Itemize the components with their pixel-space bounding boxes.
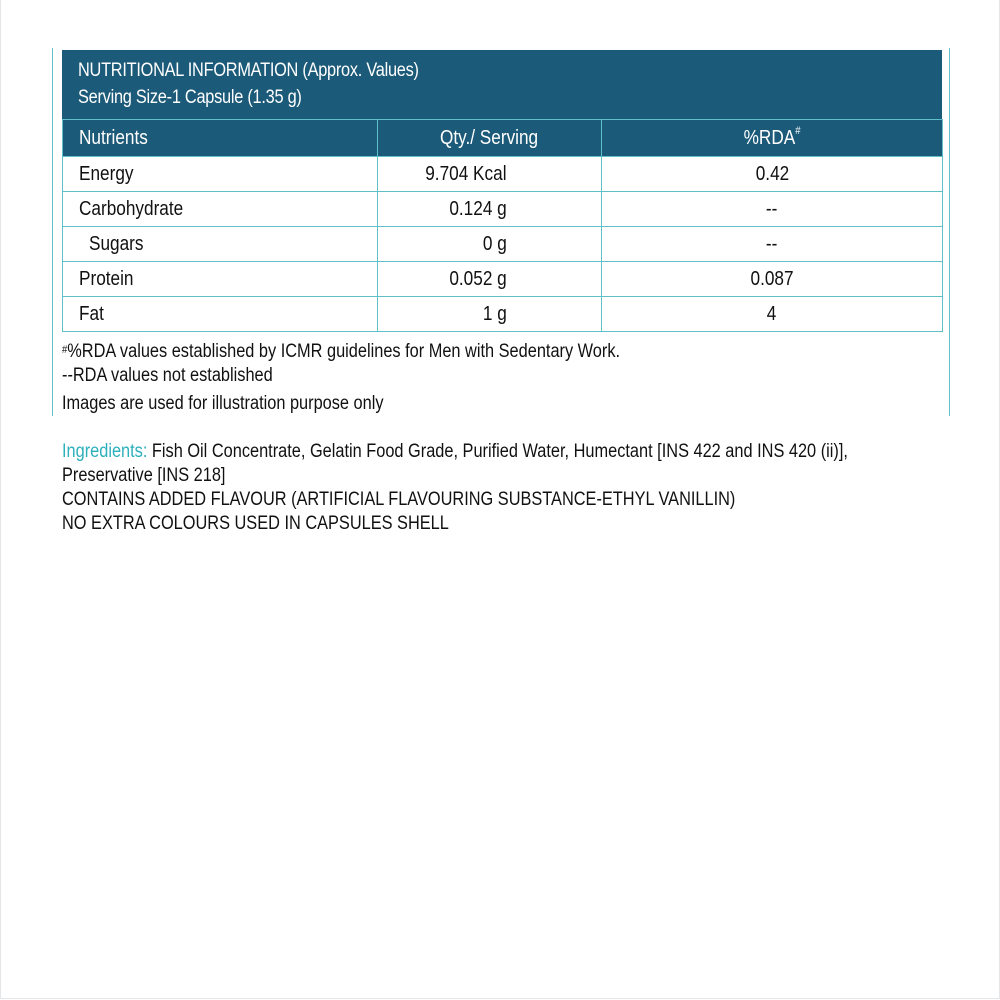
nutrient-qty: 0 g: [378, 227, 602, 262]
nutrient-rda: 4: [602, 297, 943, 332]
nutrient-name: Carbohydrate: [63, 192, 378, 227]
table-header-row: [63, 120, 943, 157]
table-row: [63, 192, 943, 227]
nutrition-title: NUTRITIONAL INFORMATION (Approx. Values): [78, 60, 419, 81]
nutrient-qty: 0.052 g: [378, 262, 602, 297]
nutrient-rda: 0.087: [602, 262, 943, 297]
column-header-qty: Qty./ Serving: [378, 120, 602, 157]
serving-size: Serving Size-1 Capsule (1.35 g): [78, 87, 302, 108]
colours-statement: NO EXTRA COLOURS USED IN CAPSULES SHELL: [62, 513, 449, 534]
rda-footnote-marker: #: [795, 124, 801, 137]
nutrient-rda: --: [602, 227, 943, 262]
nutrient-name: Sugars: [63, 227, 378, 262]
column-header-rda: %RDA#: [602, 120, 943, 157]
ingredients-label: Ingredients:: [62, 441, 148, 462]
table-row: [63, 262, 943, 297]
column-header-nutrients: Nutrients: [63, 120, 378, 157]
nutrient-name: Protein: [63, 262, 378, 297]
table-row: [63, 157, 943, 192]
table-row: [63, 297, 943, 332]
nutrient-qty: 1 g: [378, 297, 602, 332]
ingredients-text: Fish Oil Concentrate, Gelatin Food Grade, Purified Water, Humectant [INS 422 and INS 420 (ii)],: [151, 441, 848, 462]
footnote-marker: #: [62, 344, 68, 356]
rda-not-established-note: --RDA values not established: [62, 365, 273, 386]
rda-note: #%RDA values established by ICMR guidelines for Men with Sedentary Work.: [62, 341, 621, 362]
ingredients-line: [62, 440, 931, 464]
nutrient-qty: 0.124 g: [378, 192, 602, 227]
nutrient-rda: 0.42: [602, 157, 943, 192]
footnotes: [62, 340, 942, 416]
nutrient-name: Fat: [63, 297, 378, 332]
table-row: [63, 227, 943, 262]
flavour-statement: CONTAINS ADDED FLAVOUR (ARTIFICIAL FLAVOURING SUBSTANCE-ETHYL VANILLIN): [62, 489, 736, 510]
nutrient-qty: 9.704 Kcal: [378, 157, 602, 192]
illustration-note: Images are used for illustration purpose only: [62, 393, 384, 414]
ingredients-line-2: Preservative [INS 218]: [62, 465, 226, 486]
ingredients-section: [62, 440, 1000, 536]
nutrition-header: [62, 50, 942, 119]
nutrient-name: Energy: [63, 157, 378, 192]
nutrient-rda: --: [602, 192, 943, 227]
nutrition-table: [62, 119, 943, 332]
